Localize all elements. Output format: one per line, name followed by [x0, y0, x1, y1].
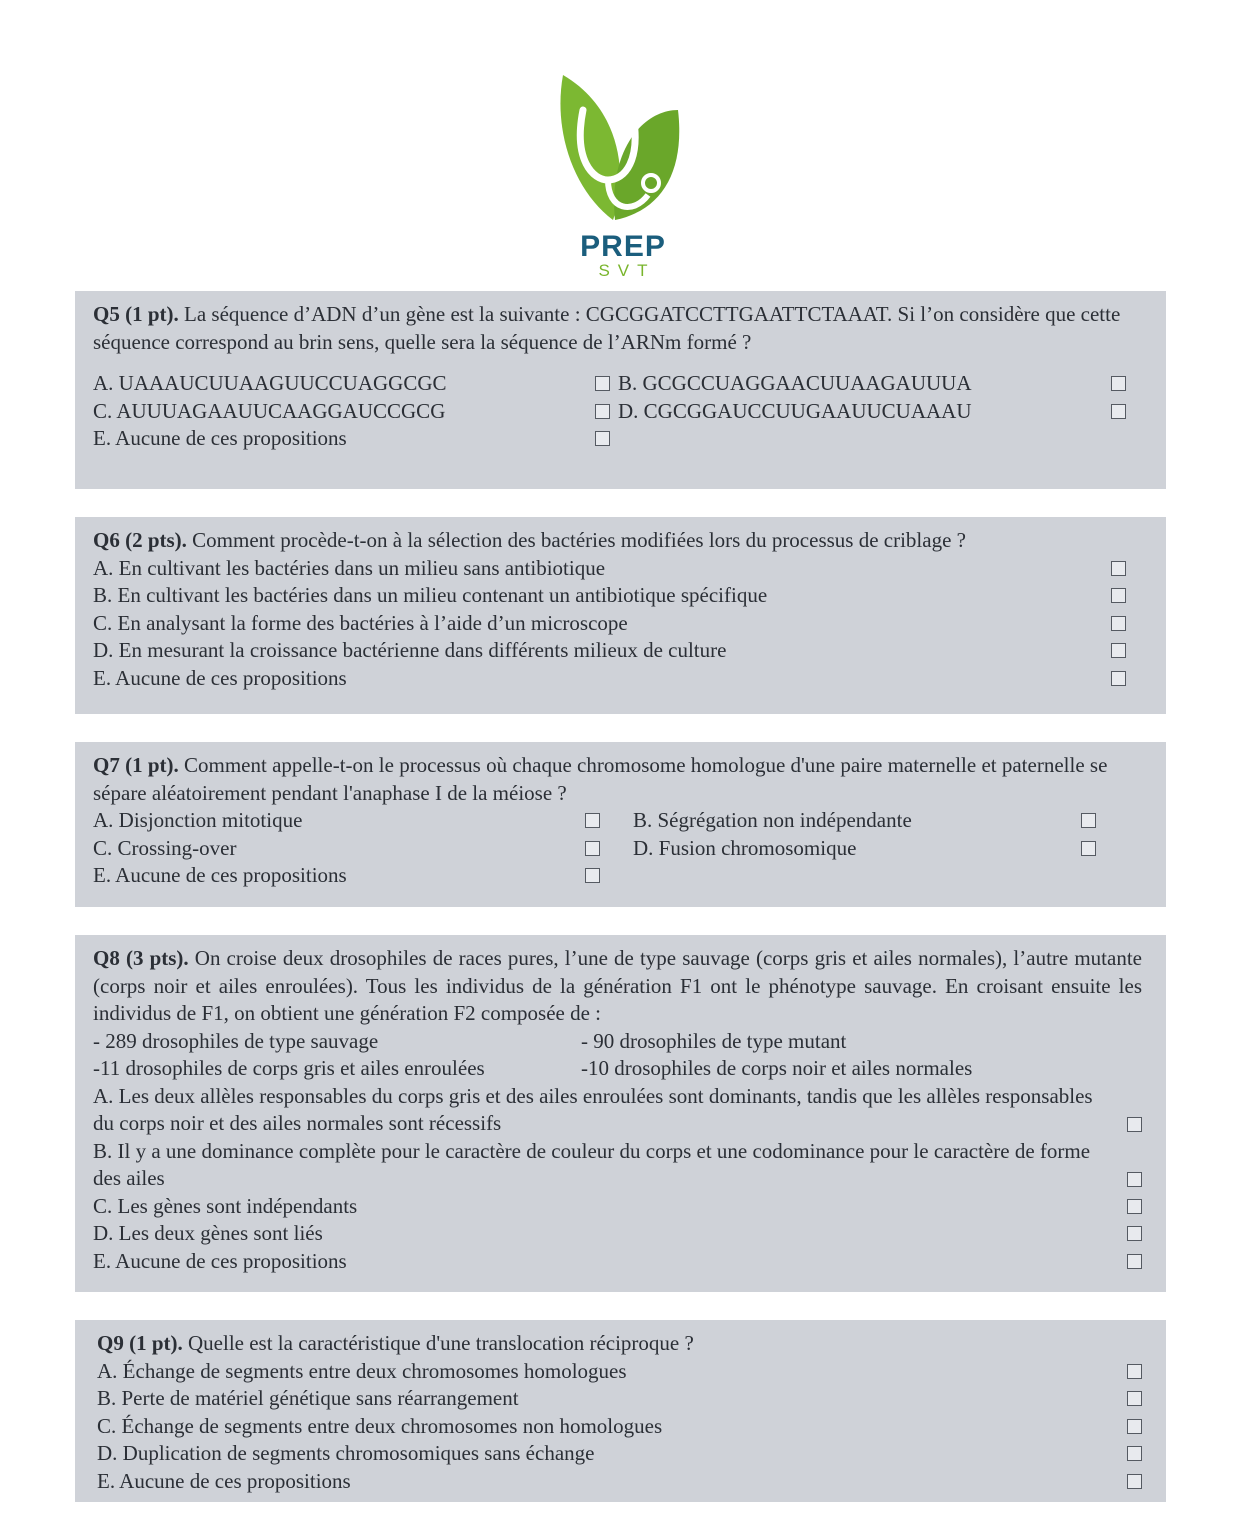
- question-q6: [75, 517, 1166, 714]
- question-label: Q8 (3 pts).: [93, 946, 189, 970]
- count-mutant: - 90 drosophiles de type mutant: [581, 1028, 847, 1053]
- option-row: [93, 835, 1146, 863]
- checkbox-e[interactable]: [595, 431, 610, 446]
- checkbox-b[interactable]: [1081, 813, 1096, 828]
- question-text: [97, 1330, 1142, 1358]
- checkbox-d[interactable]: [1081, 841, 1096, 856]
- checkbox-c[interactable]: [1111, 616, 1126, 631]
- checkbox-d[interactable]: [1111, 404, 1126, 419]
- option-a: A. UAAAUCUUAAGUUCCUAGGCGC: [93, 371, 447, 395]
- checkbox-c[interactable]: [595, 404, 610, 419]
- option-row: [97, 1358, 1142, 1386]
- question-q9: [75, 1320, 1166, 1502]
- count-black-normal: -10 drosophiles de corps noir et ailes normales: [581, 1056, 973, 1080]
- option-b: B. Ségrégation non indépendante: [633, 808, 912, 832]
- option-row: [97, 1385, 1142, 1413]
- option-row: [93, 807, 1146, 835]
- option-e: E. Aucune de ces propositions: [97, 1468, 351, 1493]
- question-label: Q6 (2 pts).: [93, 528, 187, 552]
- checkbox-e[interactable]: [1127, 1254, 1142, 1269]
- option-row: [93, 637, 1146, 665]
- question-label: Q7 (1 pt).: [93, 753, 179, 777]
- checkbox-b[interactable]: [1111, 588, 1126, 603]
- leaf-stethoscope-icon: [553, 70, 693, 230]
- option-c: C. AUUUAGAAUUCAAGGAUCCGCG: [93, 398, 446, 423]
- option-e: E. Aucune de ces propositions: [93, 665, 347, 690]
- checkbox-d[interactable]: [1127, 1226, 1142, 1241]
- count-wild: - 289 drosophiles de type sauvage: [93, 1028, 379, 1053]
- question-q8: [75, 935, 1166, 1292]
- checkbox-b[interactable]: [1111, 376, 1126, 391]
- option-row: [93, 425, 1146, 453]
- checkbox-b[interactable]: [1127, 1172, 1142, 1187]
- checkbox-d[interactable]: [1111, 643, 1126, 658]
- option-a: A. En cultivant les bactéries dans un milieu sans antibiotique: [93, 555, 606, 580]
- question-label: Q5 (1 pt).: [93, 302, 179, 326]
- question-label: Q9 (1 pt).: [97, 1331, 183, 1355]
- option-row: [93, 610, 1146, 638]
- option-b: B. En cultivant les bactéries dans un milieu contenant un antibiotique spécifique: [93, 583, 768, 607]
- option-row: [93, 1083, 1142, 1138]
- question-text: [93, 945, 1142, 1028]
- checkbox-e[interactable]: [1111, 671, 1126, 686]
- option-e: E. Aucune de ces propositions: [93, 1248, 347, 1273]
- checkbox-b[interactable]: [1127, 1391, 1142, 1406]
- question-body: Quelle est la caractéristique d'une translocation réciproque ?: [182, 1331, 694, 1355]
- option-row: [93, 665, 1146, 693]
- option-e: E. Aucune de ces propositions: [93, 426, 347, 450]
- checkbox-d[interactable]: [1127, 1446, 1142, 1461]
- option-c: C. Crossing-over: [93, 835, 237, 860]
- option-c: C. Échange de segments entre deux chromosomes non homologues: [97, 1413, 663, 1438]
- option-d: D. Les deux gènes sont liés: [93, 1221, 323, 1245]
- question-q7: [75, 742, 1166, 907]
- checkbox-a[interactable]: [1111, 561, 1126, 576]
- question-body: La séquence d’ADN d’un gène est la suivante : CGCGGATCCTTGAATTCTAAAT. Si l’on considère que cette séquence correspond au brin sens, quelle sera la séquence de l’ARNm formé ?: [93, 302, 1121, 354]
- option-row: [97, 1468, 1142, 1496]
- option-row: [93, 1248, 1142, 1276]
- option-b: B. GCGCCUAGGAACUUAAGAUUUA: [618, 371, 972, 395]
- option-row: [93, 555, 1146, 583]
- option-d: D. CGCGGAUCCUUGAAUUCUAAAU: [618, 398, 972, 423]
- option-c: C. En analysant la forme des bactéries à l’aide d’un microscope: [93, 610, 628, 635]
- question-text: [93, 527, 1146, 555]
- option-d: D. En mesurant la croissance bactérienne dans différents milieux de culture: [93, 638, 727, 662]
- option-row: [97, 1440, 1142, 1468]
- option-d: D. Duplication de segments chromosomiques sans échange: [97, 1441, 595, 1465]
- logo-brand: PREP: [580, 230, 666, 263]
- count-row: [93, 1055, 1142, 1083]
- option-b: B. Il y a une dominance complète pour le caractère de couleur du corps et une codominance pour le caractère de forme des ailes: [93, 1138, 1091, 1190]
- option-a: A. Disjonction mitotique: [93, 808, 303, 832]
- option-row: [93, 370, 1146, 398]
- option-row: [93, 1193, 1142, 1221]
- checkbox-e[interactable]: [585, 868, 600, 883]
- option-row: [93, 398, 1146, 426]
- count-row: [93, 1028, 1142, 1056]
- checkbox-c[interactable]: [585, 841, 600, 856]
- option-row: [97, 1413, 1142, 1441]
- checkbox-a[interactable]: [1127, 1364, 1142, 1379]
- option-b: B. Perte de matériel génétique sans réarrangement: [97, 1386, 519, 1410]
- checkbox-a[interactable]: [1127, 1117, 1142, 1132]
- question-body: Comment appelle-t-on le processus où chaque chromosome homologue d'une paire maternelle et paternelle se sépare aléatoirement pendant l'anaphase I de la méiose ?: [93, 753, 1108, 805]
- option-row: [93, 1138, 1142, 1193]
- count-grey-curled: -11 drosophiles de corps gris et ailes enroulées: [93, 1056, 485, 1080]
- question-text: [93, 752, 1146, 807]
- option-row: [93, 582, 1146, 610]
- option-c: C. Les gènes sont indépendants: [93, 1193, 358, 1218]
- question-text: [93, 301, 1146, 356]
- question-body: Comment procède-t-on à la sélection des bactéries modifiées lors du processus de criblage ?: [186, 528, 966, 552]
- checkbox-e[interactable]: [1127, 1474, 1142, 1489]
- option-row: [93, 862, 1146, 890]
- option-a: A. Les deux allèles responsables du corps gris et des ailes enroulées sont dominants, tandis que les allèles responsables du corps noir et des ailes normales sont récessifs: [93, 1083, 1093, 1135]
- option-a: A. Échange de segments entre deux chromosomes homologues: [97, 1358, 627, 1383]
- checkbox-c[interactable]: [1127, 1419, 1142, 1434]
- checkbox-a[interactable]: [585, 813, 600, 828]
- prep-svt-logo: [548, 70, 698, 285]
- option-e: E. Aucune de ces propositions: [93, 863, 347, 887]
- checkbox-c[interactable]: [1127, 1199, 1142, 1214]
- logo-sub: SVT: [598, 261, 656, 280]
- option-d: D. Fusion chromosomique: [633, 835, 857, 860]
- option-row: [93, 1220, 1142, 1248]
- question-body: On croise deux drosophiles de races pures, l’une de type sauvage (corps gris et ailes normales), l’autre mutante (corps noir et ailes enroulées). Tous les individus de la génération F1 ont le phénotype sauvage. En croisant ensuite les individus de F1, on obtient une génération F2 composée de :: [93, 946, 1142, 1025]
- question-q5: [75, 291, 1166, 489]
- checkbox-a[interactable]: [595, 376, 610, 391]
